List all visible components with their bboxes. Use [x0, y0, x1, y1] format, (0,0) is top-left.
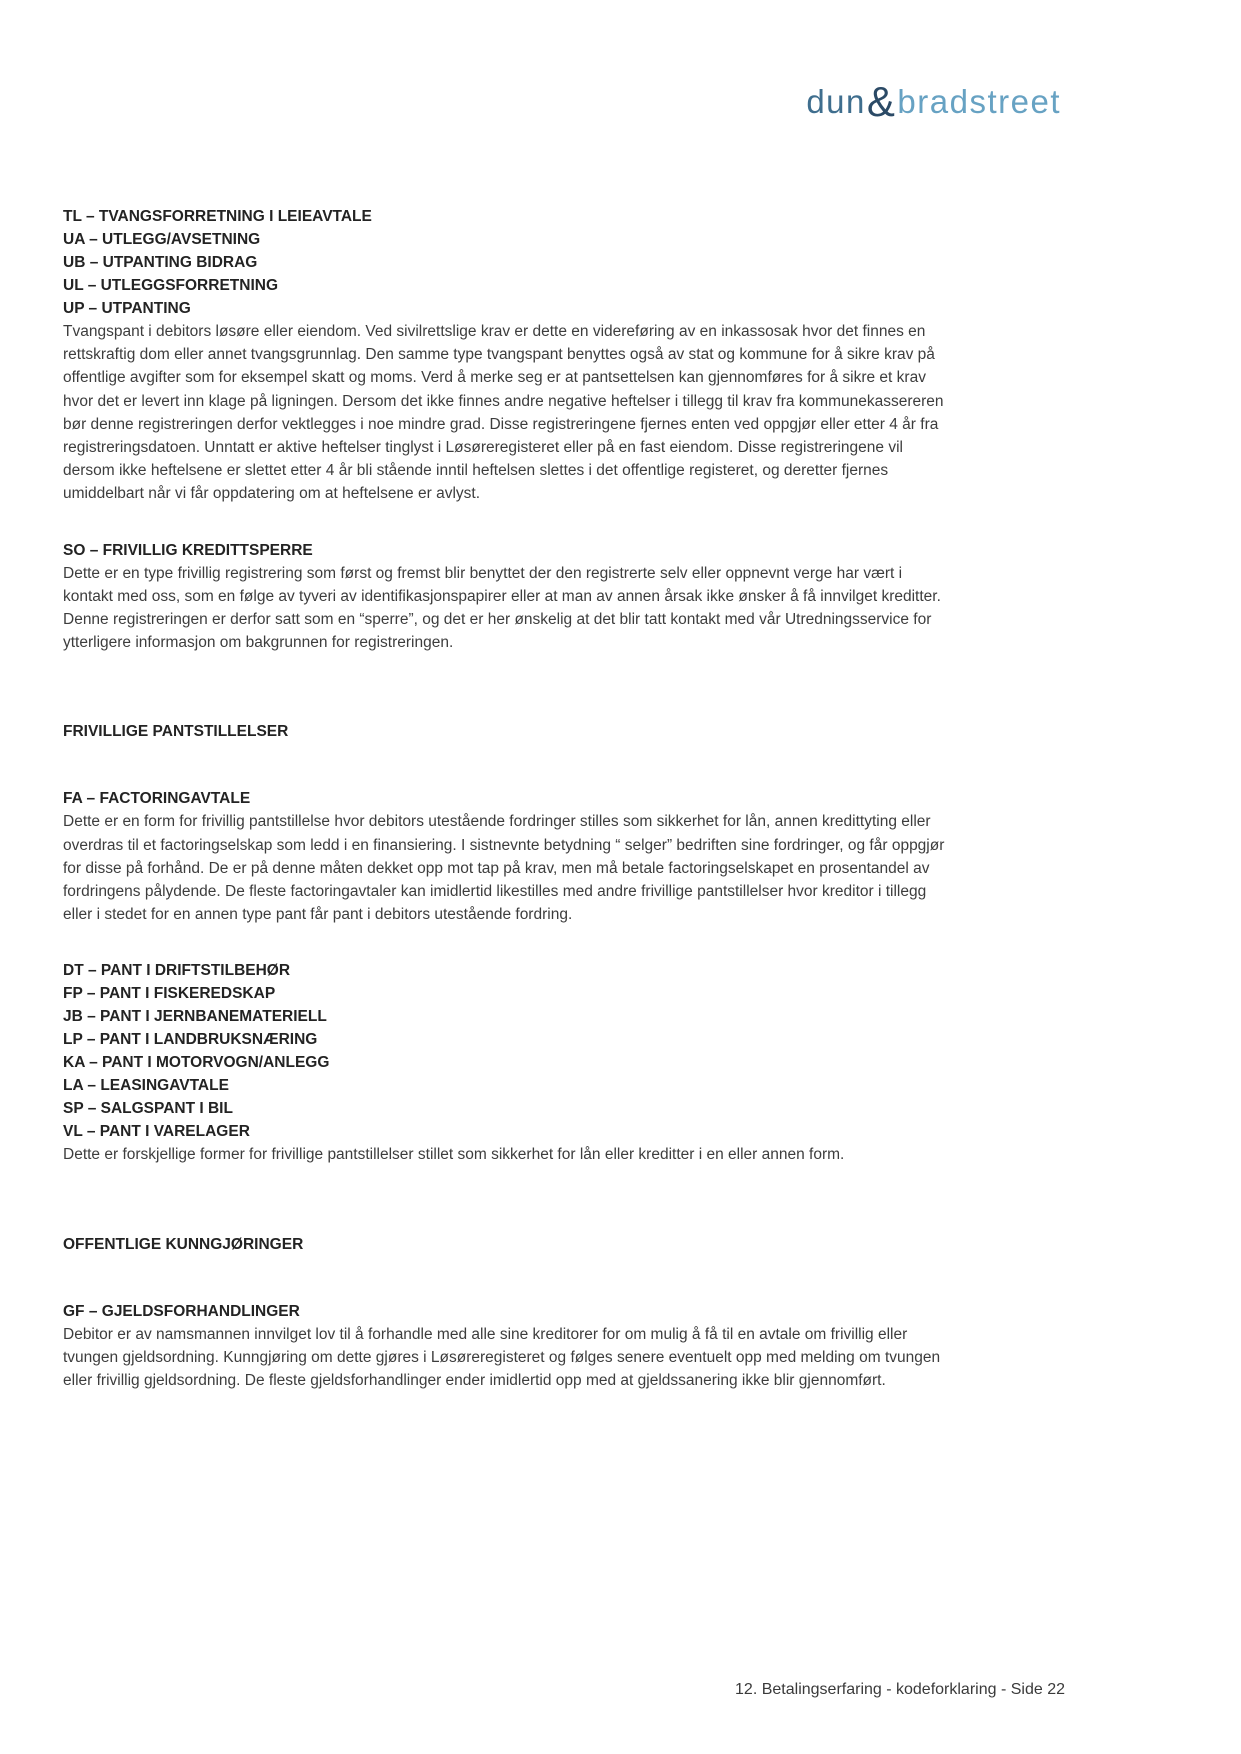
code-heading-fa: FA – FACTORINGAVTALE	[63, 790, 251, 808]
code-heading-fp: FP – PANT I FISKEREDSKAP	[63, 985, 276, 1003]
code-heading-group-gf	[63, 1300, 945, 1323]
code-heading-lp: LP – PANT I LANDBRUKSNÆRING	[63, 1031, 318, 1049]
code-heading-group-so	[63, 539, 945, 562]
code-heading-ua: UA – UTLEGG/AVSETNING	[63, 231, 261, 248]
section-title-offentlige-kunngjoringer: OFFENTLIGE KUNNGJØRINGER	[63, 1235, 304, 1253]
logo-dun-text: dun	[806, 83, 866, 120]
code-heading-ul: UL – UTLEGGSFORRETNING	[63, 277, 279, 294]
code-heading-group-pant-list	[63, 959, 945, 1143]
code-heading-group-tvangspant	[63, 205, 945, 320]
paragraph-fa: Dette er en form for frivillig pantstillelse hvor debitors utestående fordringer stilles som sikkerhet for lån, annen kredittyting eller overdras til et factoringselskap som ledd i en finansiering. I sistnevnte betydning “ selger” bedriften sine fordringer, og får oppgjør for disse på forhånd. De er på denne måten dekket opp mot tap på krav, men må betale factoringselskapet en prosentandel av fordringens pålydende. De fleste factoringavtaler kan imidlertid likestilles med andre frivillige pantstillelser hvor kreditor i tillegg eller i stedet for en annen type pant får pant i debitors utestående fordring.	[63, 813, 945, 924]
code-heading-ub: UB – UTPANTING BIDRAG	[63, 254, 258, 271]
code-heading-ka: KA – PANT I MOTORVOGN/ANLEGG	[63, 1054, 330, 1072]
document-body	[63, 205, 945, 1392]
code-heading-so: SO – FRIVILLIG KREDITTSPERRE	[63, 541, 313, 559]
code-heading-la: LA – LEASINGAVTALE	[63, 1077, 229, 1095]
section-title-frivillige-pantstillelser: FRIVILLIGE PANTSTILLELSER	[63, 723, 289, 741]
paragraph-pant-list: Dette er forskjellige former for frivillige pantstillelser stillet som sikkerhet for lån eller kreditter i en eller annen form.	[63, 1146, 845, 1164]
page-footer: 12. Betalingserfaring - kodeforklaring - Side 22	[735, 1681, 1065, 1698]
paragraph-tvangspant: Tvangspant i debitors løsøre eller eiendom. Ved sivilrettslige krav er dette en videreføring av en inkassosak hvor det finnes en rettskraftig dom eller annet tvangsgrunnlag. Den samme type tvangspant benyttes også av stat og kommune for å sikre krav på offentlige avgifter som for eksempel skatt og moms. Verd å merke seg er at pantsettelsen kan gjennomføres for å sikre et krav hvor det er levert inn klage på ligningen. Dersom det ikke finnes andre negative heftelser i tillegg til krav fra kommunekassereren bør denne registreringen derfor vektlegges i noe mindre grad. Disse registreringene fjernes enten ved oppgjør eller etter 4 år fra registreringsdatoen. Unntatt er aktive heftelser tinglyst i Løsøreregisteret eller på en fast eiendom. Disse registreringene vil dersom ikke heftelsene er slettet etter 4 år bli stående inntil heftelsen slettes i det offentlige registeret, og deretter fjernes umiddelbart når vi får oppdatering om at heftelsene er avlyst.	[63, 323, 944, 503]
code-heading-dt: DT – PANT I DRIFTSTILBEHØR	[63, 962, 291, 980]
logo-bradstreet-text: bradstreet	[897, 83, 1061, 120]
paragraph-gf: Debitor er av namsmannen innvilget lov til å forhandle med alle sine kreditorer for om mulig å få til en avtale om frivillig eller tvungen gjeldsordning. Kunngjøring om dette gjøres i Løsøreregisteret og følges senere eventuelt opp med melding om tvungen eller frivillig gjeldsordning. De fleste gjeldsforhandlinger ender imidlertid opp med at gjeldssanering ikke blir gjennomført.	[63, 1325, 941, 1390]
code-heading-vl: VL – PANT I VARELAGER	[63, 1123, 250, 1141]
code-heading-jb: JB – PANT I JERNBANEMATERIELL	[63, 1008, 327, 1026]
code-heading-gf: GF – GJELDSFORHANDLINGER	[63, 1302, 300, 1320]
paragraph-so: Dette er en type frivillig registrering som først og fremst blir benyttet der den registrerte selv eller oppnevnt verge har vært i kontakt med oss, som en følge av tyveri av identifikasjonspapirer eller at man av annen årsak ikke ønsker å få innvilget kreditter. Denne registreringen er derfor satt som en “sperre”, og det er her ønskelig at det blir tatt kontakt med vår Utredningsservice for ytterligere informasjon om bakgrunnen for registreringen.	[63, 564, 941, 652]
code-heading-up: UP – UTPANTING	[63, 300, 191, 317]
code-heading-tl: TL – TVANGSFORRETNING I LEIEAVTALE	[63, 208, 372, 225]
code-heading-group-fa	[63, 787, 945, 810]
logo-ampersand-icon: &	[866, 78, 897, 125]
code-heading-sp: SP – SALGSPANT I BIL	[63, 1100, 233, 1118]
dun-bradstreet-logo	[806, 78, 1061, 125]
